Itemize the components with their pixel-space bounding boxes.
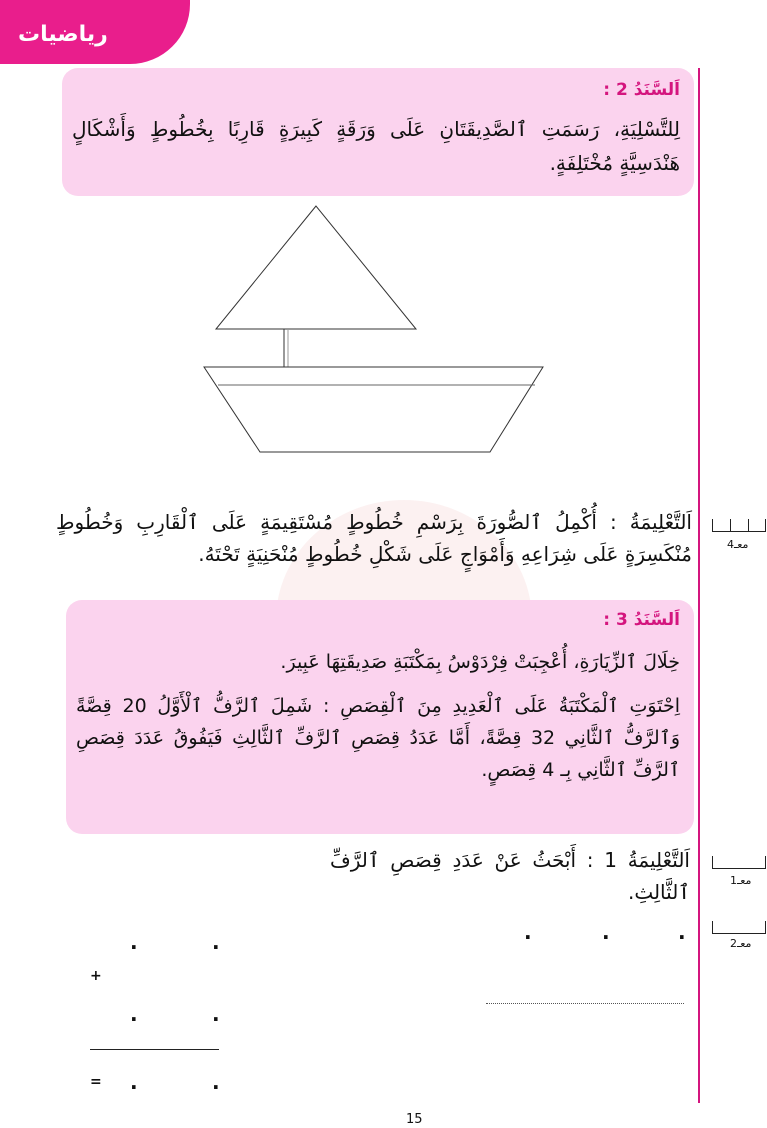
sanad-3-title: اَلسَّنَدُ 3 : [603, 610, 680, 630]
criterion-1-label: معـ1 [730, 874, 752, 887]
sanad-3-line-2: اِحْتَوَتِ ٱلْمَكْتَبَةُ عَلَى ٱلْعَدِيدِ مِنَ ٱلْقِصَصِ : شَمِلَ ٱلرَّفُّ ٱلْأَوَّلُ 20 قِصَّةً وَٱلرَّفُّ ٱلثَّانِي 32 قِصَّةً، أَمَّا عَدَدُ قِصَصِ ٱلرَّفِّ ٱلثَّالِثِ فَيَفُوقُ عَدَدَ قِصَصِ ٱلرَّفِّ ٱلثَّانِي بِـ 4 قِصَصٍ. [76, 695, 680, 781]
criterion-2-grid [712, 913, 766, 934]
criterion-1-grid [712, 848, 766, 869]
answer-line[interactable] [486, 1003, 684, 1004]
column-dot: . [212, 930, 220, 954]
sail-triangle [216, 206, 416, 329]
equals-sign: = [90, 1074, 102, 1090]
sum-line [90, 1049, 219, 1050]
instruction-boat: اَلتَّعْلِيمَةُ : أُكْمِلُ ٱلصُّورَةَ بِرَسْمِ خُطُوطٍ مُسْتَقِيمَةٍ عَلَى ٱلْقَارِبِ وَخُطُوطٍ مُنْكَسِرَةٍ عَلَى شِرَاعِهِ وَأَمْوَاجٍ عَلَى شَكْلِ خُطُوطٍ مُنْحَنِيَةٍ تَحْتَهُ. [56, 510, 692, 566]
subject-tag [0, 0, 190, 64]
sanad-2-text: لِلتَّسْلِيَةِ، رَسَمَتِ ٱلصَّدِيقَتَانِ عَلَى وَرَقَةٍ كَبِيرَةٍ قَارِبًا بِخُطُوطٍ وَأَشْكَالٍ هَنْدَسِيَّةٍ مُخْتَلِفَةٍ. [72, 117, 680, 175]
column-dot: . [212, 1002, 220, 1026]
column-dot: . [130, 1070, 138, 1094]
criterion-2-label: معـ2 [730, 937, 752, 950]
column-dot: . [130, 930, 138, 954]
boat-drawing [200, 200, 550, 455]
answer-dot: . [602, 920, 610, 944]
sanad-2-box [62, 68, 694, 196]
answer-dot: . [678, 920, 686, 944]
column-dot: . [130, 1002, 138, 1026]
sanad-3-line-1: خِلَالَ ٱلزِّيَارَةِ، أُعْجِبَتْ فِرْدَوْسُ بِمَكْتَبَةِ صَدِيقَتِهَا عَبِيرَ. [280, 651, 680, 673]
criterion-4-label: معـ4 [727, 538, 749, 551]
column-dot: . [212, 1070, 220, 1094]
sanad-3-box [66, 600, 694, 834]
margin-line [698, 68, 700, 1103]
page-number: 15 [406, 1112, 423, 1127]
plus-sign: + [90, 968, 102, 984]
answer-dot: . [524, 920, 532, 944]
boat-hull [204, 367, 543, 452]
criterion-4-grid [712, 511, 766, 532]
sanad-2-title: اَلسَّنَدُ 2 : [603, 80, 680, 100]
instruction-1: اَلتَّعْلِيمَةُ 1 : أَبْحَثُ عَنْ عَدَدِ قِصَصِ ٱلرَّفِّ ٱلثَّالِثِ. [330, 848, 690, 904]
subject-label: رياضيات [18, 22, 108, 47]
